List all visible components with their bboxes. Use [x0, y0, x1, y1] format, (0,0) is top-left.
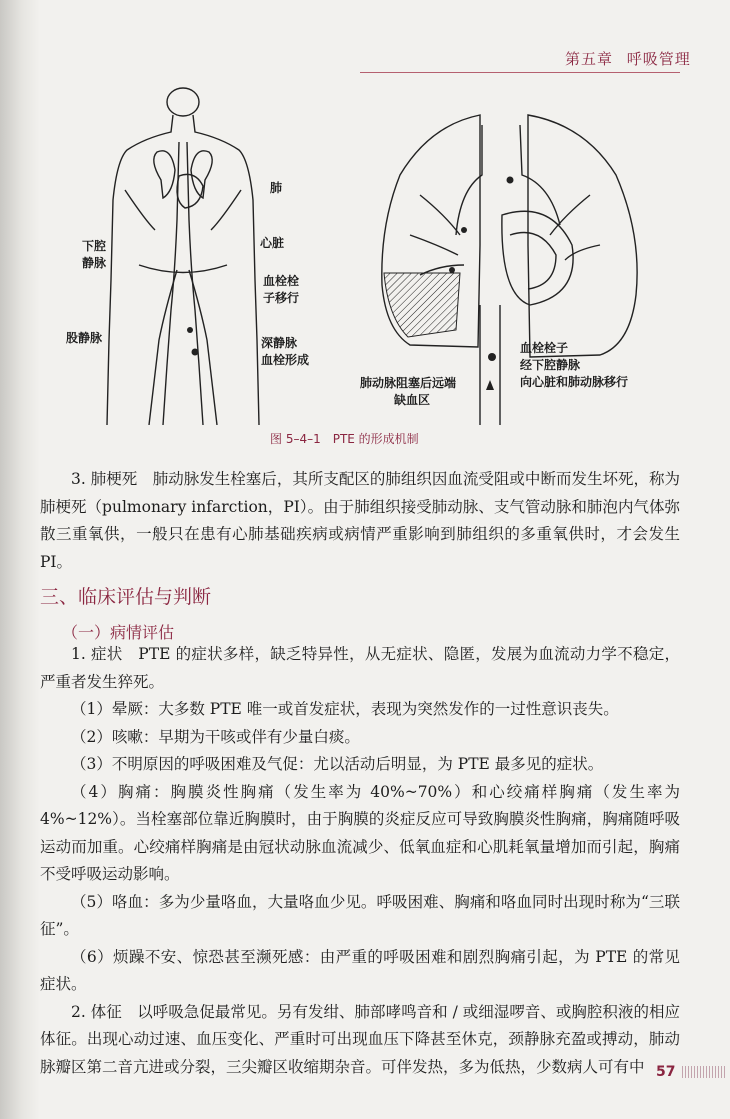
paragraph-hemoptysis: （5）咯血：多为少量咯血，大量咯血少见。呼吸困难、胸痛和咯血同时出现时称为“三联征”。	[40, 892, 680, 938]
assessment-body	[40, 641, 680, 1081]
chapter-number: 第五章	[565, 50, 614, 68]
subsection-heading: （一）病情评估	[62, 623, 175, 642]
label-embolus-path-line3: 向心脏和肺动脉移行	[520, 375, 629, 389]
paragraph-signs: 2. 体征 以呼吸急促最常见。另有发绀、肺部哮鸣音和 / 或细湿啰音、或胸腔积液的相应体征。出现心动过速、血压变化、严重时可出现血压下降甚至休克，颈静脉充盈或搏动，肺动脉瓣区第二音亢进或分裂，三尖瓣区收缩期杂音。可伴发热，多为低热，少数病人可有中	[40, 1002, 680, 1076]
paragraph-cough: （2）咳嗽：早期为干咳或伴有少量白痰。	[71, 727, 360, 746]
label-ischemia-line1: 肺动脉阻塞后远端	[360, 376, 457, 390]
paragraph-anxiety: （6）烦躁不安、惊恐甚至濒死感：由严重的呼吸困难和剧烈胸痛引起，为 PTE 的常见症状。	[40, 947, 680, 993]
section-heading: 三、临床评估与判断	[40, 586, 212, 608]
page-edge-marks	[682, 1066, 726, 1078]
label-ischemia-line2: 缺血区	[394, 393, 431, 407]
label-embolus-path-line1: 血栓栓子	[520, 341, 569, 355]
figure-caption: 图 5–4–1 PTE 的形成机制	[270, 432, 419, 446]
label-dvt-line1: 深静脉	[261, 336, 298, 350]
label-lung: 肺	[270, 181, 283, 195]
label-dvt-line2: 血栓形成	[261, 353, 310, 367]
label-ivc-line1: 下腔	[82, 239, 107, 253]
paragraph-chest-pain: （4）胸痛：胸膜炎性胸痛（发生率为 40%~70%）和心绞痛样胸痛（发生率为 4%~12%）。当栓塞部位靠近胸膜时，由于胸膜的炎症反应可导致胸膜炎性胸痛，胸痛随呼吸运动而加重。心绞痛样胸痛是由冠状动脉血流减少、低氧血症和心肌耗氧量增加而引起，胸痛不受呼吸运动影响。	[40, 782, 680, 883]
running-header	[565, 48, 691, 69]
body-illustration	[55, 80, 310, 425]
label-ivc-line2: 静脉	[82, 256, 107, 270]
header-rule	[360, 72, 680, 73]
label-embolus-move-line1: 血栓栓	[263, 274, 300, 288]
page-gutter-shadow	[0, 0, 40, 1119]
page-number: 57	[656, 1064, 676, 1080]
label-heart: 心脏	[260, 236, 285, 250]
infarction-block	[40, 466, 680, 576]
paragraph-dyspnea: （3）不明原因的呼吸困难及气促：尤以活动后明显，为 PTE 最多见的症状。	[71, 755, 604, 773]
paragraph-syncope: （1）晕厥：大多数 PTE 唯一或首发症状，表现为突然发作的一过性意识丧失。	[71, 700, 619, 718]
label-femoral-vein: 股静脉	[66, 331, 103, 345]
label-embolus-path-line2: 经下腔静脉	[520, 358, 581, 372]
lung-heart-illustration	[360, 105, 660, 425]
paragraph-infarction: 3. 肺梗死 肺动脉发生栓塞后，其所支配区的肺组织因血流受阻或中断而发生坏死，称为肺梗死（pulmonary infarction，PI）。由于肺组织接受肺动脉、支气管动脉和肺泡内气体弥散三重氧供，一般只在患有心肺基础疾病或病情严重影响到肺组织的多重氧供时，才会发生 PI。	[40, 470, 680, 571]
paragraph-symptoms: 1. 症状 PTE 的症状多样，缺乏特异性，从无症状、隐匿，发展为血流动力学不稳定，严重者发生猝死。	[40, 645, 680, 691]
chapter-title: 呼吸管理	[626, 50, 691, 68]
label-embolus-move-line2: 子移行	[263, 291, 300, 305]
